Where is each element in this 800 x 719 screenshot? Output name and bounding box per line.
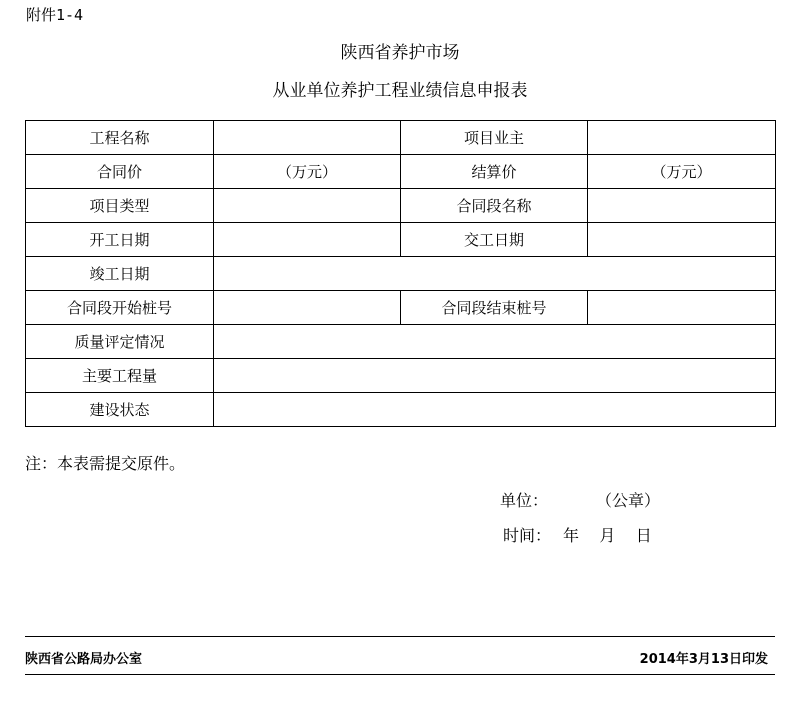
form-title-line1: 陕西省养护市场 [340,43,460,63]
table-row [26,359,776,393]
handover-date-field[interactable] [588,223,776,257]
table-row [26,257,776,291]
quality-rating-label: 质量评定情况 [26,325,214,359]
completion-date-label: 竣工日期 [26,257,214,291]
table-row [26,223,776,257]
issuer-name: 陕西省公路局办公室 [25,652,143,667]
table-row [26,189,776,223]
unit-label: 单位： [500,491,549,510]
issue-date: 2014年3月13日印发 [639,652,768,667]
handover-date-label: 交工日期 [401,223,588,257]
start-date-label: 开工日期 [26,223,214,257]
end-station-label: 合同段结束桩号 [401,291,588,325]
settlement-price-label: 结算价 [401,155,588,189]
attachment-number: 附件1-4 [26,6,84,24]
table-row [26,155,776,189]
project-name-label: 工程名称 [26,121,214,155]
date-placeholder: 年 月 日 [563,526,652,545]
project-name-field[interactable] [214,121,401,155]
footer-bottom-rule [25,674,775,675]
project-type-field[interactable] [214,189,401,223]
time-line [503,523,652,546]
table-row [26,121,776,155]
table-row [26,325,776,359]
project-owner-label: 项目业主 [401,121,588,155]
start-station-label: 合同段开始桩号 [26,291,214,325]
contract-price-field[interactable]: （万元） [214,155,401,189]
contract-price-label: 合同价 [26,155,214,189]
end-station-field[interactable] [588,291,776,325]
table-row [26,291,776,325]
time-label: 时间： [503,526,552,545]
quality-rating-field[interactable] [214,325,776,359]
main-quantities-field[interactable] [214,359,776,393]
contract-section-name-field[interactable] [588,189,776,223]
settlement-price-field[interactable]: （万元） [588,155,776,189]
project-owner-field[interactable] [588,121,776,155]
unit-line [500,488,660,511]
original-copy-note: 注：本表需提交原件。 [25,454,186,473]
form-title-line2: 从业单位养护工程业绩信息申报表 [272,81,528,101]
construction-status-label: 建设状态 [26,393,214,427]
declaration-form-table [25,120,776,427]
main-quantities-label: 主要工程量 [26,359,214,393]
footer-top-rule [25,636,775,637]
project-type-label: 项目类型 [26,189,214,223]
official-seal-placeholder: （公章） [604,491,661,510]
contract-section-name-label: 合同段名称 [401,189,588,223]
start-station-field[interactable] [214,291,401,325]
completion-date-field[interactable] [214,257,776,291]
construction-status-field[interactable] [214,393,776,427]
start-date-field[interactable] [214,223,401,257]
table-row [26,393,776,427]
